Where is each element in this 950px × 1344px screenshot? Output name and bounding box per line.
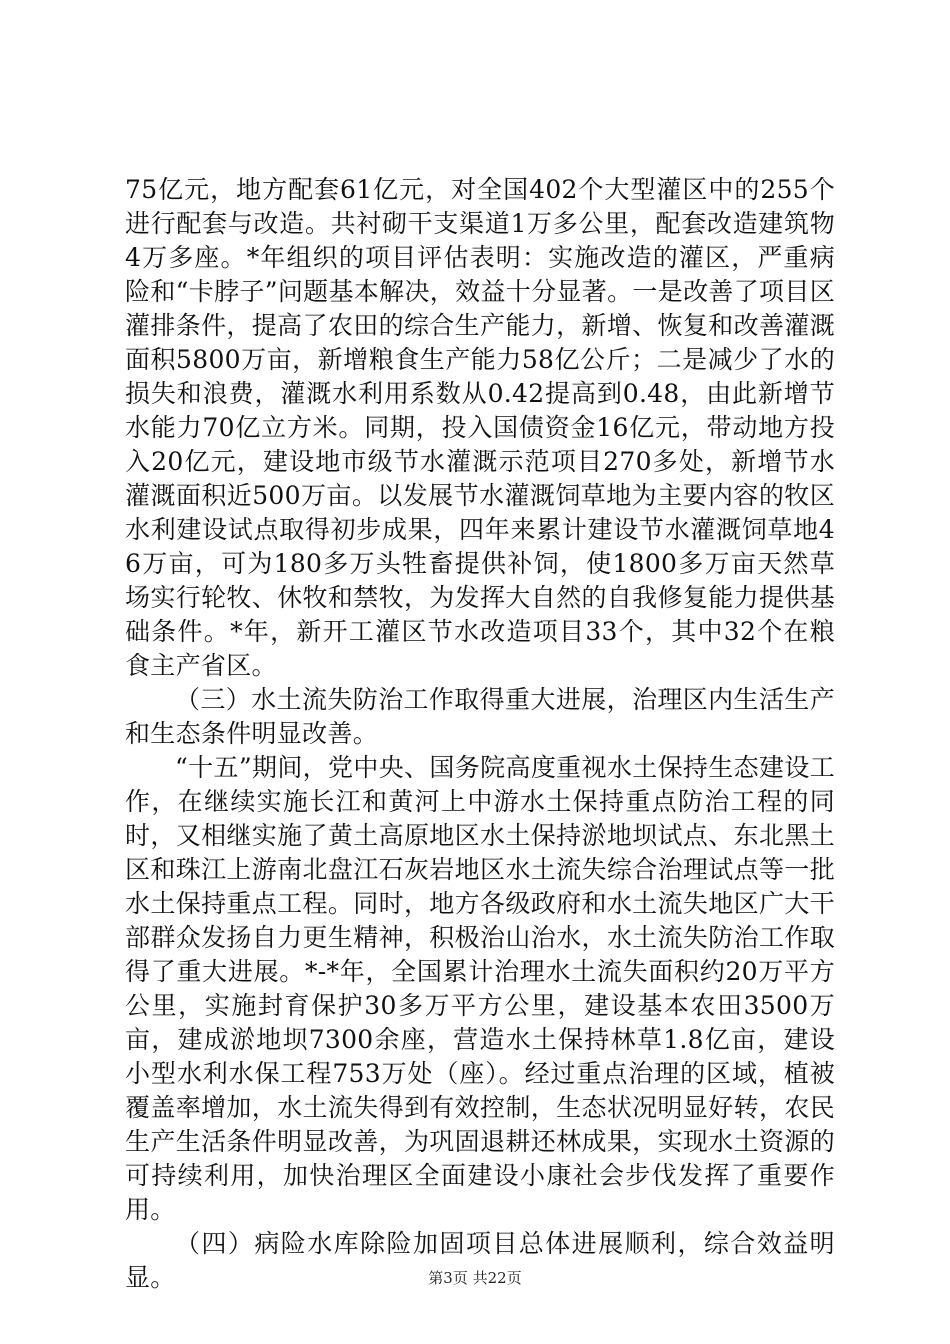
paragraph-irrigation-district-renovation: 75亿元，地方配套61亿元，对全国402个大型灌区中的255个进行配套与改造。共衬砌干支渠道1万多公里，配套改造建筑物4万多座。*年组织的项目评估表明：实施改造的灌区，严重病险和“卡脖子”问题基本解决，效益十分显著。一是改善了项目区灌排条件，提高了农田的综合生产能力，新增、恢复和改善灌溉面积5800万亩，新增粮食生产能力58亿公斤；二是减少了水的损失和浪费，灌溉水利用系数从0.42提高到0.48，由此新增节水能力70亿立方米。同期，投入国债资金16亿元，带动地方投入20亿元，建设地市级节水灌溉示范项目270多处，新增节水灌溉面积近500万亩。以发展节水灌溉饲草地为主要内容的牧区水利建设试点取得初步成果，四年来累计建设节水灌溉饲草地46万亩，可为180多万头牲畜提供补饲，使1800多万亩天然草场实行轮牧、休牧和禁牧，为发挥大自然的自我修复能力提供基础条件。*年，新开工灌区节水改造项目33个，其中32个在粮食主产省区。 — [125, 175, 835, 680]
paragraph-soil-conservation-progress: “十五”期间，党中央、国务院高度重视水土保持生态建设工作，在继续实施长江和黄河上中游水土保持重点防治工程的同时，又相继实施了黄土高原地区水土保持淤地坝试点、东北黑土区和珠江上游南北盘江石灰岩地区水土流失综合治理试点等一批水土保持重点工程。同时，地方各级政府和水土流失地区广大干部群众发扬自力更生精神，积极治山治水，水土流失防治工作取得了重大进展。*-*年，全国累计治理水土流失面积约20万平方公里，实施封育保护30多万平方公里，建设基本农田3500万亩，建成淤地坝7300余座，营造水土保持林草1.8亿亩，建设小型水利水保工程753万处（座）。经过重点治理的区域，植被覆盖率增加，水土流失得到有效控制，生态状况明显好转，农民生产生活条件明显改善，为巩固退耕还林成果，实现水土资源的可持续利用，加快治理区全面建设小康社会步伐发挥了重要作用。 — [125, 753, 835, 1224]
document-body — [125, 173, 835, 1295]
heading-reservoir-reinforcement: （四）病险水库除险加固项目总体进展顺利，综合效益明显。 — [125, 1229, 835, 1292]
page-number-footer: 第3页 共22页 — [428, 1269, 522, 1287]
heading-soil-erosion-prevention: （三）水土流失防治工作取得重大进展，治理区内生活生产和生态条件明显改善。 — [125, 685, 835, 748]
